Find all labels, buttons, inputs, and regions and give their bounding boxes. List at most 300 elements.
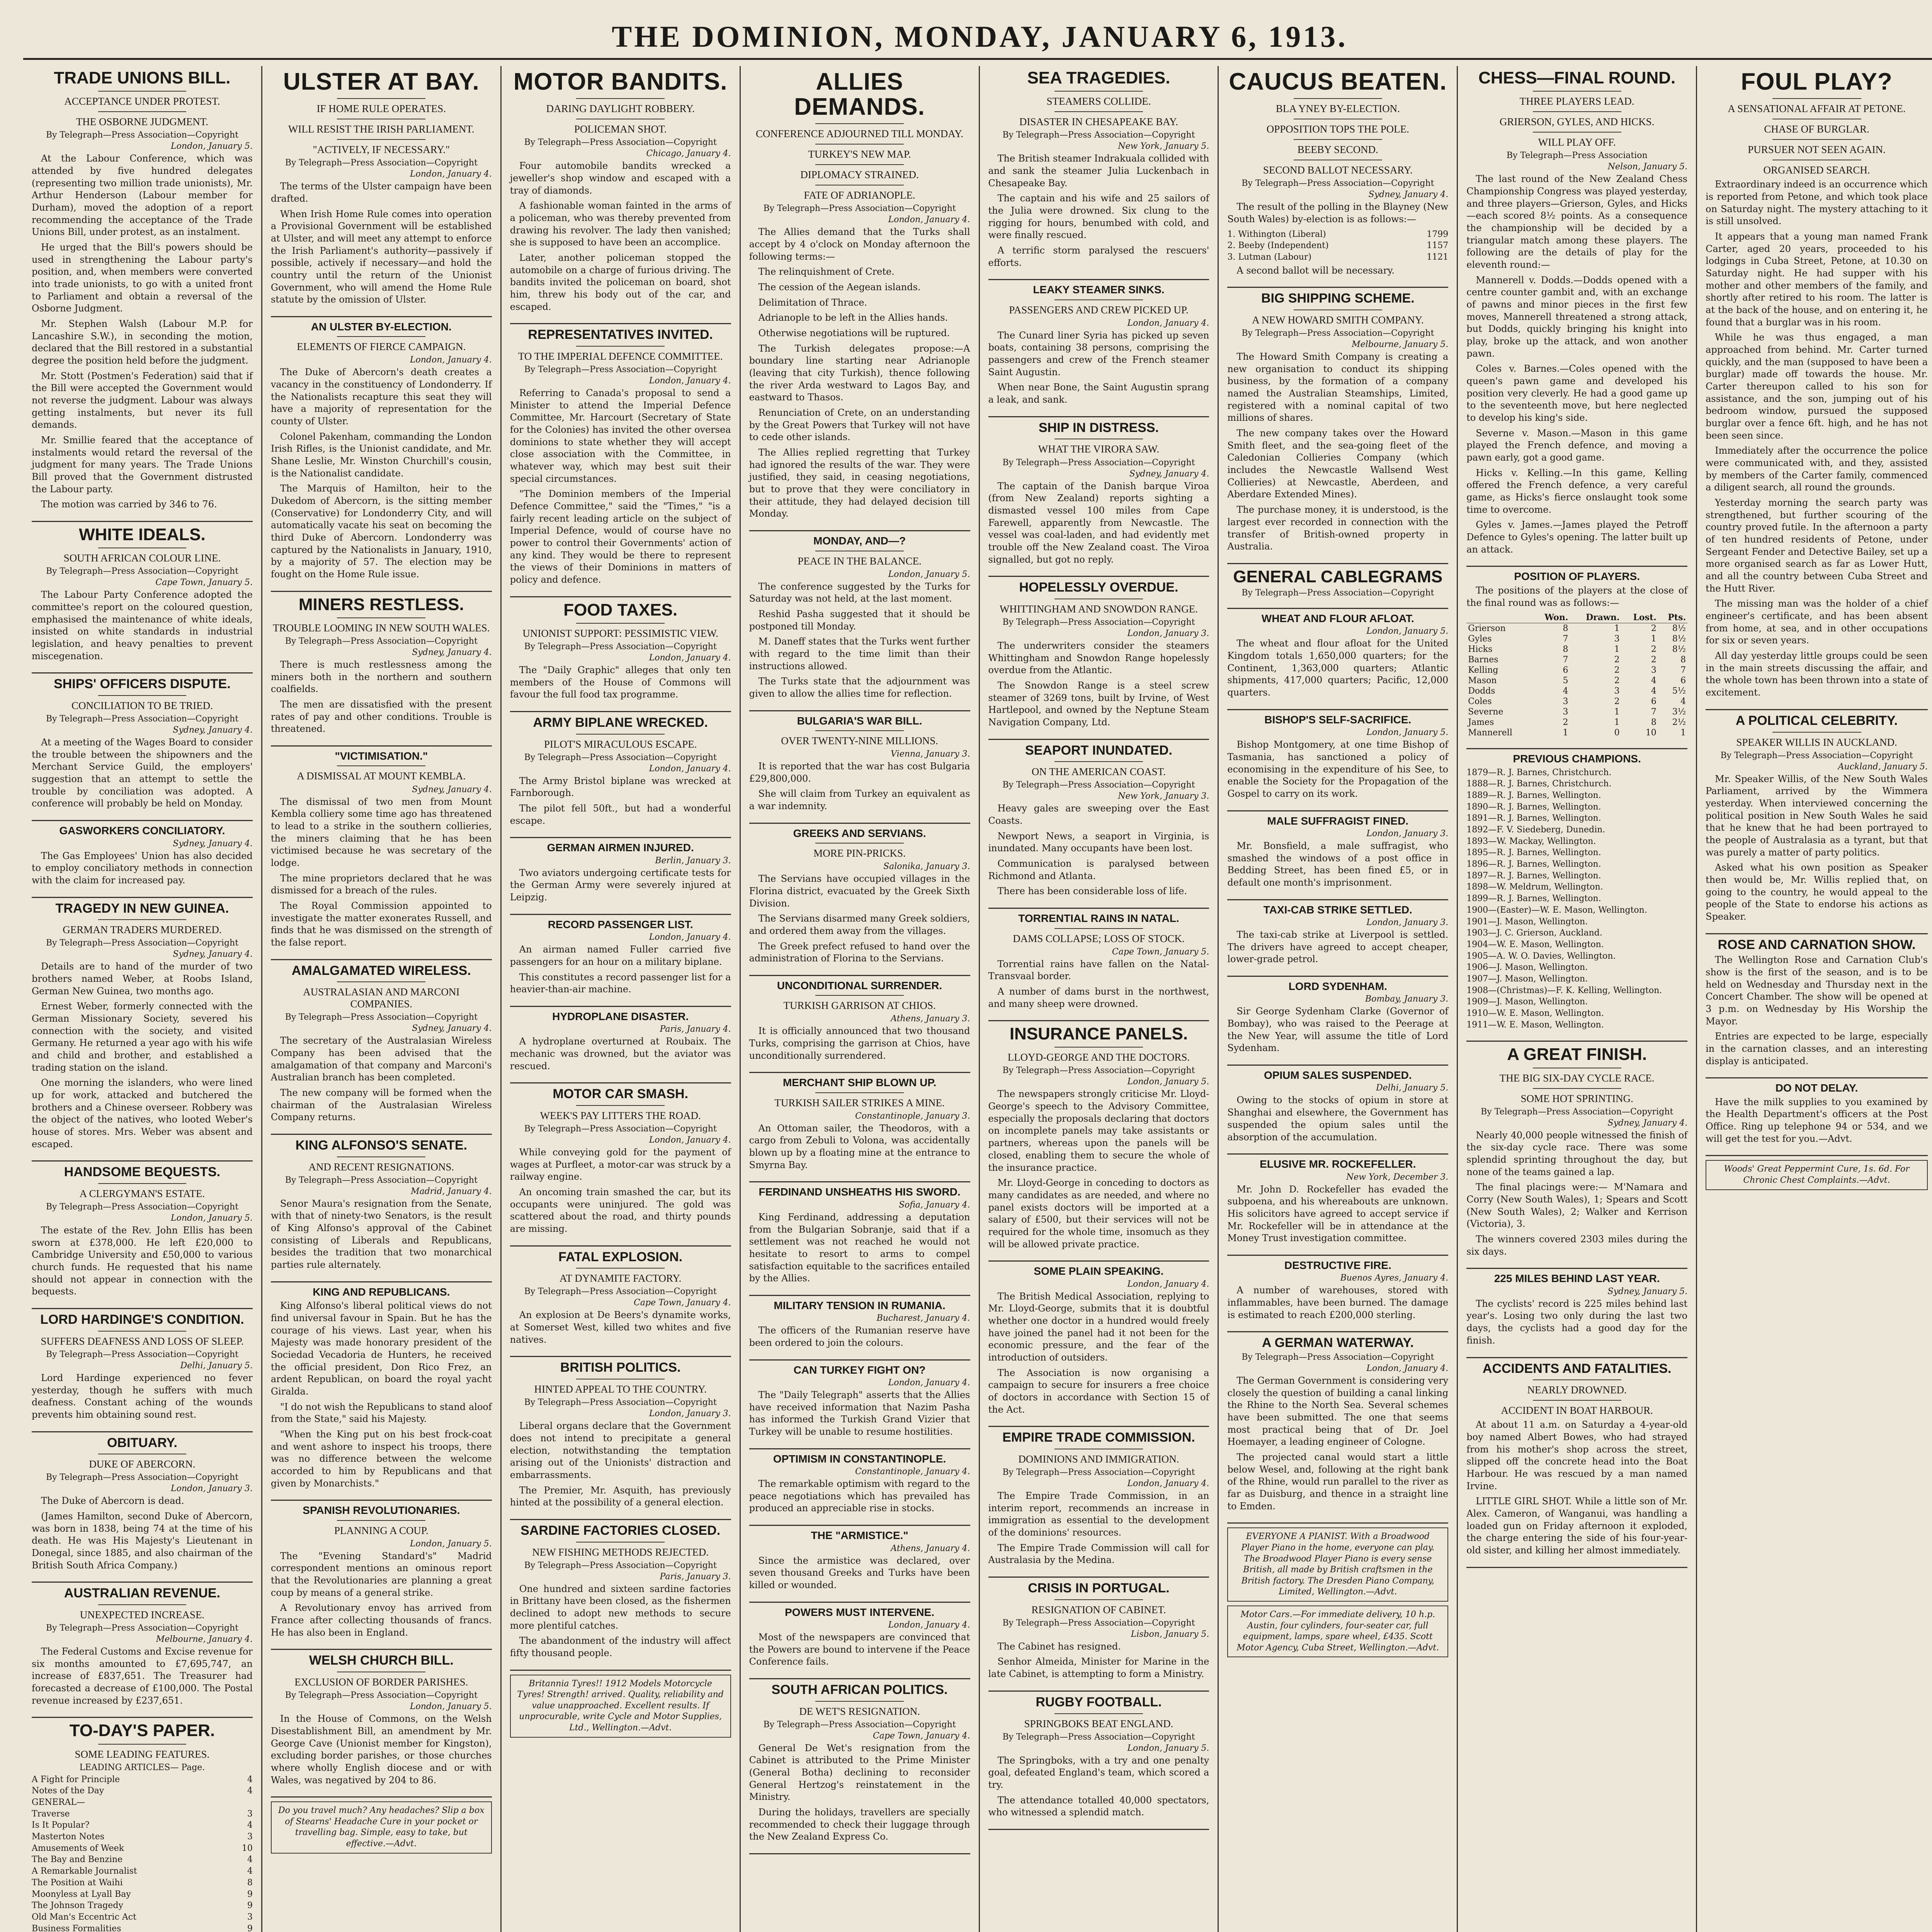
column-divider xyxy=(749,1678,970,1679)
headline: LEAKY STEAMER SINKS. xyxy=(1033,284,1165,296)
subheadline: SOME HOT SPRINTING. xyxy=(1520,1092,1633,1104)
paragraph: The estate of the Rev. John Ellis has been sworn at £378,000. He left £20,000 to Cambridge University and £50,000 to various church funds. He requested that his name should not appear in connection with the bequests. xyxy=(32,1225,253,1297)
table-cell: 1 xyxy=(1614,645,1620,655)
headline: HOPELESSLY OVERDUE. xyxy=(1019,580,1179,595)
place-date: London, January 4. xyxy=(888,1620,970,1630)
subheadline: DUKE OF ABERCORN. xyxy=(89,1458,196,1470)
paragraph: The Turkish delegates propose:—A boundary line starting near Adrianople (leaving that city Turkish), thence following the river Arda westward to Lagos Bay, and eastward to Thasos. xyxy=(749,343,970,403)
paragraph: There is much restlessness among the miners both in the northern and southern coalfields. xyxy=(270,659,492,695)
headline: PREVIOUS CHAMPIONS. xyxy=(1513,753,1641,765)
paragraph: A number of dams burst in the northwest, and many sheep were drowned. xyxy=(988,986,1209,1009)
headline: UNCONDITIONAL SURRENDER. xyxy=(777,979,942,992)
paragraph: The purchase money, it is understood, is the largest ever recorded in connection with the transfer of British-owned property in Australia. xyxy=(1227,504,1449,552)
paragraph: The newspapers strongly criticise Mr. Lloyd-George's speech to the Advisory Committee, especially the proposals declaring that doctors on incomplete panels may take assistants or partners, whereas upon the panels will be closed, enabling them to secure the whole of the insurance practice. xyxy=(988,1088,1209,1173)
paragraph: "The Dominion members of the Imperial Defence Committee," said the "Times," "is a fairly recent leading article on the subject of Imperial Defence, would of course have no power to control their Governments' action of any kind. They would be there to represent the views of their Dominions in matters of policy and defence. xyxy=(510,488,731,585)
column-divider xyxy=(749,530,970,531)
table-cell: Dodds xyxy=(1468,686,1495,696)
table-row xyxy=(1466,634,1687,644)
article xyxy=(1706,938,1928,1068)
column-divider xyxy=(1227,1255,1448,1256)
place-date: Sydney, January 4. xyxy=(173,838,253,849)
place-date: Sydney, January 4. xyxy=(173,725,253,735)
column-divider xyxy=(1227,563,1448,564)
subheadline: TROUBLE LOOMING IN NEW SOUTH WALES. xyxy=(273,622,490,634)
index-label: Moonyless at Lyall Bay xyxy=(32,1889,131,1899)
column-divider xyxy=(271,959,492,960)
column-divider xyxy=(271,1134,492,1135)
paragraph: The Turks state that the adjournment was given to allow the allies time for reflection. xyxy=(749,676,970,699)
headline: "VICTIMISATION." xyxy=(335,750,428,762)
table-cell: 7 xyxy=(1563,634,1568,644)
subheadline: SUFFERS DEAFNESS AND LOSS OF SLEEP. xyxy=(41,1335,244,1347)
place-date: Sydney, January 5. xyxy=(1607,1286,1688,1296)
headline: ULSTER AT BAY. xyxy=(283,68,480,95)
divider xyxy=(576,1105,665,1106)
subheadline: BLA YNEY BY-ELECTION. xyxy=(1276,103,1400,115)
column-divider xyxy=(510,914,731,915)
headline: 225 MILES BEHIND LAST YEAR. xyxy=(1494,1272,1660,1285)
paragraph: General De Wet's resignation from the Cabinet is attributed to the Prime Minister (General Botha) declining to reconsider General Hertzog's reinstatement in the Ministry. xyxy=(749,1742,970,1803)
table-row xyxy=(1466,665,1687,675)
column-divider xyxy=(1466,1357,1687,1358)
column-divider xyxy=(32,1160,253,1162)
dateline: By Telegraph—Press Association—Copyright xyxy=(46,938,239,948)
table-cell: 6 xyxy=(1563,665,1568,675)
paragraph: The German Government is considering very closely the question of building a canal linking the Rhine to the North Sea. Several schemes have been submitted. The one that seems most practical being that of Dr. Joel Hoemayer, a leading engineer of Cologne. xyxy=(1227,1375,1449,1447)
paragraph: It is officially announced that two thousand Turks, comprising the garrison at Chios, have unconditionally surrendered. xyxy=(749,1026,970,1061)
paragraph: Mr. Speaker Willis, of the New South Wales Parliament, arrived by the Wimmera yesterday. When interviewed concerning the political position in New South Wales he said that he knew that he had been portrayed to the people of Australasia as a tyrant, but that was purely a matter of party politics. xyxy=(1706,773,1928,858)
paragraph: (James Hamilton, second Duke of Abercorn, was born in 1838, being 74 at the time of his death. He was His Majesty's Lieutenant in Donegal, since 1885, and also chairman of the British South Africa Company.) xyxy=(32,1510,253,1571)
divider xyxy=(576,623,665,624)
paragraph: The wheat and flour afloat for the United Kingdom totals 1,650,000 quarters; for the Continent, 1,363,000 quarters; Atlantic shipments, 417,000 quarters; Pacific, 12,000 quarters. xyxy=(1227,638,1449,698)
paragraph: Extraordinary indeed is an occurrence which is reported from Petone, and which took place on Saturday night. The mystery attaching to it is still unsolved. xyxy=(1706,179,1928,227)
article xyxy=(988,1265,1209,1416)
headline: TO-DAY'S PAPER. xyxy=(69,1721,215,1740)
paragraph: The Federal Customs and Excise revenue for six months amounted to £7,695,747, an increase of £837,651. The Treasurer had forecasted a decrease of £100,000. The Postal revenue increased by £237,651. xyxy=(32,1646,253,1706)
paragraph: A number of warehouses, stored with inflammables, have been burned. The damage is estimated to reach £200,000 sterling. xyxy=(1227,1285,1449,1320)
place-date: Cape Town, January 4. xyxy=(634,1298,731,1308)
table-row xyxy=(1466,623,1687,634)
list-item: 1906—J. Mason, Wellington. xyxy=(1466,963,1588,973)
table-cell: 2 xyxy=(1614,655,1620,665)
place-date: London, January 4. xyxy=(649,376,731,386)
headline: CHESS—FINAL ROUND. xyxy=(1478,68,1676,87)
table-cell: 1 xyxy=(1680,728,1686,738)
column xyxy=(23,66,262,1932)
article xyxy=(32,1587,253,1707)
divider xyxy=(337,1156,425,1157)
headline: ARMY BIPLANE WRECKED. xyxy=(533,715,708,730)
table-cell: 4 xyxy=(1651,676,1656,686)
column-divider xyxy=(749,975,970,976)
paragraph: There has been considerable loss of life. xyxy=(997,886,1187,897)
dateline: By Telegraph—Press Association—Copyright xyxy=(524,752,717,762)
article xyxy=(749,1364,970,1438)
table-cell: 8 xyxy=(1651,718,1656,728)
index-label: A Fight for Principle xyxy=(32,1774,120,1784)
headline: TAXI-CAB STRIKE SETTLED. xyxy=(1263,903,1412,916)
place-date: Lisbon, January 5. xyxy=(1131,1629,1209,1639)
subheadline: HINTED APPEAL TO THE COUNTRY. xyxy=(534,1383,707,1395)
paragraph: The new company will be formed when the chairman of the Australasian Wireless Company returns. xyxy=(270,1087,492,1123)
subheadline: CHASE OF BURGLAR. xyxy=(1764,123,1869,135)
dateline: By Telegraph—Press Association—Copyright xyxy=(285,158,478,168)
subheadline: ACCIDENT IN BOAT HARBOUR. xyxy=(1501,1405,1653,1417)
headline: RUGBY FOOTBALL. xyxy=(1036,1694,1162,1709)
paragraph: The projected canal would start a little below Wesel, and, following at the right bank of the Rhine, would run parallel to the river as far as Duisburg, and thence in a straight line to Emden. xyxy=(1227,1452,1449,1512)
article xyxy=(271,69,492,306)
headline: OBITUARY. xyxy=(107,1435,177,1450)
article xyxy=(1706,69,1928,699)
headline: CAUCUS BEATEN. xyxy=(1229,68,1447,95)
list-item: 1907—J. Mason, Wellington. xyxy=(1466,974,1588,984)
headline: AMALGAMATED WIRELESS. xyxy=(291,963,471,978)
column-header xyxy=(1466,612,1532,623)
dateline: By Telegraph—Press Association—Copyright xyxy=(1242,1352,1434,1362)
paragraph: The cyclists' record is 225 miles behind last year's. Losing two only during the last two days, the cyclists had a good day for the finish. xyxy=(1466,1298,1688,1346)
paragraph: The Allies demand that the Turks shall accept by 4 o'clock on Monday afternoon the following terms:— xyxy=(749,226,970,262)
subheadline: A CLERGYMAN'S ESTATE. xyxy=(79,1188,205,1200)
divider xyxy=(576,734,665,735)
article xyxy=(988,1696,1209,1819)
subheadline: NEW FISHING METHODS REJECTED. xyxy=(532,1546,709,1558)
paragraph: She will claim from Turkey an equivalent as a war indemnity. xyxy=(749,788,970,812)
dateline: By Telegraph—Press Association—Copyright xyxy=(46,566,239,577)
paragraph: Yesterday morning the search party was strengthened, but further scouring of the country proved futile. In the afternoon a party of ten hundred residents of Petone, under Sergeant Fender and Detective Bailey, set up a more organised search as far as Lower Hutt, and all the country between Cuba Street and the Hutt River. xyxy=(1706,497,1928,594)
headline: TRADE UNIONS BILL. xyxy=(54,68,231,87)
index-page: 3 xyxy=(247,1832,253,1842)
table-cell: 8½ xyxy=(1672,634,1686,644)
divider xyxy=(98,919,187,920)
paragraph: Most of the newspapers are convinced that the Powers are bound to intervene if the Peace Conference fails. xyxy=(749,1631,970,1667)
table-row xyxy=(1466,707,1687,717)
list-item: 1911—W. E. Mason, Wellington. xyxy=(1466,1020,1604,1030)
column-divider xyxy=(749,1853,970,1854)
paragraph: The Empire Trade Commission, in an interim report, recommends an increase in immigration as essential to the development of the dominions' resources. xyxy=(988,1490,1209,1538)
paragraph: All day yesterday little groups could be seen in the main streets discussing the affair, and the whole town has been thrown into a state of excitement. xyxy=(1706,650,1928,698)
headline: SOUTH AFRICAN POLITICS. xyxy=(771,1682,948,1697)
paragraph: Mr. John D. Rockefeller has evaded the subpoena, and his whereabouts are unknown. His solicitors have agreed to accept service if Mr. Rockefeller will be in attendance at the Money Trust investigation committee. xyxy=(1227,1184,1449,1244)
divider xyxy=(576,1268,665,1269)
table-cell: Kelling xyxy=(1468,665,1498,675)
column-divider xyxy=(271,316,492,317)
dateline: By Telegraph—Press Association—Copyright xyxy=(285,1690,478,1701)
headline: FERDINAND UNSHEATHS HIS SWORD. xyxy=(759,1186,961,1198)
masthead xyxy=(23,15,1932,60)
headline: KING ALFONSO'S SENATE. xyxy=(295,1138,468,1153)
column-divider xyxy=(32,820,253,821)
column-divider xyxy=(510,1670,731,1671)
paragraph: The Cabinet has resigned. xyxy=(997,1641,1121,1652)
place-date: New York, January 3. xyxy=(1118,791,1209,801)
headline: MILITARY TENSION IN RUMANIA. xyxy=(774,1299,946,1311)
headline: AUSTRALIAN REVENUE. xyxy=(64,1586,221,1601)
article xyxy=(988,913,1209,1010)
place-date: London, January 5. xyxy=(1366,626,1449,636)
headline: RECORD PASSENGER LIST. xyxy=(548,918,693,930)
paragraph: The relinquishment of Crete. xyxy=(758,266,895,277)
article xyxy=(1227,613,1448,699)
columns xyxy=(23,66,1932,1932)
list-item: 1879—R. J. Barnes, Christchurch. xyxy=(1466,767,1612,777)
paragraph: Severne v. Mason.—Mason in this game played the French defence, and moving a pawn early, got a good game. xyxy=(1466,427,1688,463)
list-item: 1909—J. Mason, Wellington. xyxy=(1466,997,1588,1007)
paragraph: Heavy gales are sweeping over the East Coasts. xyxy=(988,803,1209,827)
paragraph: At the Labour Conference, which was attended by five hundred delegates (representing two million trade unionists), Mr. Arthur Henderson (Labour member for Durham), moved the adoption of a report recommending the acceptance of the Trade Unions Bill, under protest, as an instalment. xyxy=(32,153,253,238)
index-page: 4 xyxy=(247,1820,253,1830)
paragraph: The cession of the Aegean islands. xyxy=(758,282,921,293)
place-date: Bucharest, January 4. xyxy=(876,1313,970,1323)
subheadline: PURSUER NOT SEEN AGAIN. xyxy=(1748,144,1886,156)
dateline: By Telegraph—Press Association—Copyright xyxy=(285,1012,478,1022)
list-item: 1900—(Easter)—W. E. Mason, Wellington. xyxy=(1466,905,1647,915)
table-header-row xyxy=(1466,612,1687,623)
index-page: 3 xyxy=(247,1809,253,1819)
headline: ACCIDENTS AND FATALITIES. xyxy=(1482,1361,1672,1376)
column-divider xyxy=(1227,810,1448,811)
paragraph: The captain and his wife and 25 sailors of the Julia were drowned. Six clung to the rigging for hours, benumbed with cold, and were finally rescued. xyxy=(988,193,1209,241)
column-divider xyxy=(510,1245,731,1247)
index-page: 4 xyxy=(247,1774,253,1784)
dateline: By Telegraph—Press Association—Copyright xyxy=(1242,328,1434,338)
index-row xyxy=(32,1774,253,1786)
article xyxy=(749,1300,970,1349)
divider xyxy=(1533,1379,1621,1380)
place-date: Sydney, January 4. xyxy=(412,648,492,658)
index-row xyxy=(32,1866,253,1877)
paragraph: Senor Maura's resignation from the Senate, with that of ninety-two Senators, is the result of King Alfonso's approval of the Cabinet consisting of Liberals and Republicans, besides the tradition that two monarchical parties rule alternately. xyxy=(270,1198,492,1270)
table-row xyxy=(1466,717,1687,728)
place-date: London, January 3. xyxy=(1366,828,1449,838)
article xyxy=(749,715,970,813)
place-date: London, January 5. xyxy=(410,1702,492,1712)
paragraph: Four automobile bandits wrecked a jeweller's shop window and escaped with a tray of diamonds. xyxy=(510,160,731,196)
divider xyxy=(815,1701,904,1702)
divider xyxy=(1772,732,1861,733)
subheadline: UNIONIST SUPPORT: PESSIMISTIC VIEW. xyxy=(522,627,718,639)
article xyxy=(749,1186,970,1284)
table-cell: 2 xyxy=(1651,624,1656,634)
article xyxy=(271,750,492,949)
place-date: London, January 4. xyxy=(649,1135,731,1145)
headline: SHIP IN DISTRESS. xyxy=(1038,420,1159,435)
dateline: By Telegraph—Press Association—Copyright xyxy=(763,204,956,214)
table-cell: 3 xyxy=(1563,707,1568,717)
subheadline: ON THE AMERICAN COAST. xyxy=(1031,766,1166,778)
place-date: London, January 5. xyxy=(171,141,253,151)
table-cell: 8 xyxy=(1680,655,1686,665)
paragraph: Later, another policeman stopped the automobile on a charge of furious driving. The bandits invited the policeman on board, shot him, threw his body out of the car, and escaped. xyxy=(510,252,731,312)
paragraph: At a meeting of the Wages Board to consider the trouble between the shipowners and the Merchant Service Guild, the employers' suggestion that an attempt to settle the trouble by conciliation was adopted. A conference will probably be held on Monday. xyxy=(32,737,253,809)
paragraph: The pilot fell 50ft., but had a wonderful escape. xyxy=(510,803,731,826)
subheadline: WEEK'S PAY LITTERS THE ROAD. xyxy=(540,1109,701,1121)
place-date: Constantinople, January 4. xyxy=(855,1467,970,1477)
article xyxy=(1227,1260,1448,1321)
subheadline: TURKISH GARRISON AT CHIOS. xyxy=(783,1000,936,1012)
column-divider xyxy=(1706,1155,1928,1156)
article xyxy=(988,1025,1209,1250)
subheadline: WHAT THE VIRORA SAW. xyxy=(1038,443,1160,455)
headline: OPIUM SALES SUSPENDED. xyxy=(1264,1069,1412,1082)
paragraph: A hydroplane overturned at Roubaix. The mechanic was drowned, but the aviator was rescued. xyxy=(510,1036,731,1071)
table-cell: Mason xyxy=(1468,676,1497,686)
column-divider xyxy=(32,521,253,522)
paragraph: Torrential rains have fallen on the Natal-Transvaal border. xyxy=(988,958,1209,982)
column-divider xyxy=(271,1649,492,1650)
table-cell: 1 xyxy=(1563,728,1568,738)
paragraph: The Servians have occupied villages in the Florina district, evacuated by the Greek Sixth Division. xyxy=(749,873,970,909)
column xyxy=(1219,66,1458,1932)
index-label: Traverse xyxy=(32,1809,70,1819)
article xyxy=(1227,815,1448,889)
index-label: Masterton Notes xyxy=(32,1832,105,1842)
article xyxy=(32,1165,253,1298)
article xyxy=(1466,1362,1687,1557)
paragraph: The Howard Smith Company is creating a new organisation to conduct its shipping business, by the formation of a company named the Australian Steamships, Limited, registered with a nominal capital of two millions of shares. xyxy=(1227,351,1449,423)
place-date: Chicago, January 4. xyxy=(646,149,731,159)
paragraph: Owing to the stocks of opium in store at Shanghai and elsewhere, the Government has suspended the opium sales until the absorption of the accumulation. xyxy=(1227,1095,1449,1143)
paragraph: Communication is paralysed between Richmond and Atlanta. xyxy=(988,858,1209,881)
index-page: 3 xyxy=(247,1912,253,1922)
paragraph: It appears that a young man named Frank Carter, aged 20 years, proceeded to his lodgings in Cuba Street, Petone, at 10.30 on Saturday night. He had supper with his mother and other members of the family, and shortly after retired to his room. The latter is at the back of the house, and on entering it, he found that a burglar was in his room. xyxy=(1706,231,1928,328)
subheadline: AUSTRALASIAN AND MARCONI COMPANIES. xyxy=(303,986,460,1010)
place-date: Cape Town, January 5. xyxy=(1112,947,1209,957)
table-cell: 3½ xyxy=(1672,707,1686,717)
place-date: Delhi, January 5. xyxy=(180,1361,253,1371)
paragraph: The positions of the players at the close of the final round was as follows:— xyxy=(1466,585,1688,608)
table-cell: 4 xyxy=(1680,697,1686,707)
column-divider xyxy=(271,591,492,592)
headline: MERCHANT SHIP BLOWN UP. xyxy=(782,1077,937,1089)
place-date: Sydney, January 4. xyxy=(1129,469,1209,479)
headline: BIG SHIPPING SCHEME. xyxy=(1261,291,1415,306)
divider xyxy=(815,164,904,165)
paragraph: The dismissal of two men from Mount Kembla colliery some time ago has threatened to lead to a strike in the southern collieries, the miners claiming that he has been victimised because he was secretary of the lodge. xyxy=(270,796,492,868)
divider xyxy=(1054,91,1143,92)
paragraph: The Duke of Abercorn's death creates a vacancy in the constituency of Londonderry. If the Nationalists recapture this seat they will have a majority of representation for the county of Ulster. xyxy=(270,367,492,427)
index-row xyxy=(32,1900,253,1912)
headline: FOUL PLAY? xyxy=(1741,68,1893,95)
subheadline: IF HOME RULE OPERATES. xyxy=(316,103,446,115)
paragraph: Otherwise negotiations will be ruptured. xyxy=(758,328,950,339)
column-divider xyxy=(988,739,1209,740)
subheadline: FATE OF ADRIANOPLE. xyxy=(804,189,915,201)
place-date: New York, December 3. xyxy=(1346,1172,1449,1182)
article xyxy=(510,69,731,313)
table-cell: 6 xyxy=(1680,676,1686,686)
place-date: London, January 4. xyxy=(649,932,731,942)
subheadline: RESIGNATION OF CABINET. xyxy=(1031,1604,1166,1616)
column-divider xyxy=(32,897,253,898)
list-item: 1892—F. V. Siedeberg, Dunedin. xyxy=(1466,825,1605,835)
divider xyxy=(337,981,425,982)
index-label: The Bay and Benzine xyxy=(32,1855,123,1865)
place-date: London, January 4. xyxy=(1366,1364,1449,1374)
paragraph: Mannerell v. Dodds.—Dodds opened with a centre counter gambit and, with an exchange of pawns and minor pieces in the first few moves, Mannerell threatened a strong attack, but Dodds, quickly bringing his knight into play, broke up the attack, and won another pawn. xyxy=(1466,274,1688,359)
article xyxy=(32,1722,253,1932)
paragraph: The motion was carried by 346 to 76. xyxy=(41,499,217,510)
headline: GERMAN AIRMEN INJURED. xyxy=(547,842,694,854)
divider xyxy=(1533,1088,1621,1089)
dateline: By Telegraph—Press Association—Copyright xyxy=(285,1175,478,1185)
paragraph: A second ballot will be necessary. xyxy=(1236,265,1395,276)
paragraph: King Ferdinand, addressing a deputation from the Bulgarian Sobranje, said that if a settlement was not reached he would not hesitate to resort to arms to compel satisfaction equitable to the sacrifices entailed by the Allies. xyxy=(749,1211,970,1284)
table-cell: 2 xyxy=(1614,676,1620,686)
subheadline: AT DYNAMITE FACTORY. xyxy=(560,1272,682,1284)
paragraph: Two aviators undergoing certificate tests for the German Army were severely injured at Leipzig. xyxy=(510,867,731,903)
headline: LORD HARDINGE'S CONDITION. xyxy=(40,1312,244,1327)
paragraph: Ernest Weber, formerly connected with the German Missionary Society, severed his connection with the society, and visited Germany. He returned a year ago with his wife and child and brother, and established a trading station on the island. xyxy=(32,1001,253,1073)
place-date: Sydney, January 4. xyxy=(1607,1118,1688,1128)
paragraph: The Premier, Mr. Asquith, has previously hinted at the possibility of a general election. xyxy=(510,1485,731,1508)
table-cell: 5 xyxy=(1563,676,1568,686)
index-page: 4 xyxy=(247,1855,253,1865)
column-divider xyxy=(1706,933,1928,934)
place-date: Cape Town, January 4. xyxy=(872,1731,970,1741)
column-divider xyxy=(510,1082,731,1083)
divider xyxy=(1294,139,1382,140)
paragraph: Entries are expected to be large, especially in the carnation classes, and an interesting display is anticipated. xyxy=(1706,1031,1928,1066)
column-divider xyxy=(271,1796,492,1798)
article xyxy=(1466,1273,1687,1347)
divider xyxy=(337,765,425,766)
divider xyxy=(1054,111,1143,112)
place-date: Sydney, January 4. xyxy=(173,949,253,959)
divider xyxy=(337,336,425,337)
divider xyxy=(1054,299,1143,300)
headline: THE "ARMISTICE." xyxy=(811,1529,908,1542)
column-divider xyxy=(1227,1522,1448,1524)
subheadline: OPPOSITION TOPS THE POLE. xyxy=(1266,123,1409,135)
headline: SPANISH REVOLUTIONARIES. xyxy=(303,1504,460,1517)
article xyxy=(1227,1070,1448,1143)
divider xyxy=(98,1744,187,1745)
column-divider xyxy=(1227,1153,1448,1155)
list-item: 1897—R. J. Barnes, Wellington. xyxy=(1466,871,1601,881)
table-row xyxy=(1466,696,1687,707)
column-divider xyxy=(1227,709,1448,710)
place-date: Melbourne, January 4. xyxy=(156,1634,253,1645)
subheadline: "ACTIVELY, IF NECESSARY." xyxy=(313,144,450,156)
column-header: Won. xyxy=(1532,612,1570,623)
column-divider xyxy=(510,596,731,597)
paragraph: Since the armistice was declared, over seven thousand Greeks and Turks have been killed or wounded. xyxy=(749,1555,970,1590)
headline: SEAPORT INUNDATED. xyxy=(1025,743,1172,758)
place-date: Auckland, January 5. xyxy=(1838,762,1928,772)
headline: MONDAY, AND—? xyxy=(813,535,906,547)
table-cell: 8½ xyxy=(1672,624,1686,634)
subheadline: DAMS COLLAPSE; LOSS OF STOCK. xyxy=(1013,932,1185,944)
subheadline: THE BIG SIX-DAY CYCLE RACE. xyxy=(1499,1072,1655,1084)
paragraph: An Ottoman sailer, the Theodoros, with a cargo from Zebuli to Volona, was accidentally blown up by a floating mine at the entrance to Smyrna Bay. xyxy=(749,1122,970,1170)
dateline: By Telegraph—Press Association—Copyright xyxy=(1481,1107,1673,1117)
subheadline: ELEMENTS OF FIERCE CAMPAIGN. xyxy=(297,341,466,353)
column-divider xyxy=(1706,709,1928,710)
column-divider xyxy=(749,1181,970,1182)
paragraph: The remarkable optimism with regard to the peace negotiations which has prevailed has produced an appreciable rise in stocks. xyxy=(749,1478,970,1514)
column-divider xyxy=(749,1295,970,1296)
paragraph: The Allies replied regretting that Turkey had ignored the results of the war. They were justified, they said, in ceasing negotiations, but to prove that they were conciliatory in their attitude, they had delayed decision till Monday. xyxy=(749,447,970,519)
place-date: Nelson, January 5. xyxy=(1607,162,1688,172)
headline: EMPIRE TRADE COMMISSION. xyxy=(1002,1430,1195,1445)
place-date: Sydney, January 4. xyxy=(412,1024,492,1034)
table-cell: 8 xyxy=(1563,645,1568,655)
dateline: By Telegraph—Press Association—Copyright xyxy=(46,1473,239,1483)
place-date: London, January 4. xyxy=(649,764,731,774)
paragraph: M. Daneff states that the Turks went further with regard to the time limit than their instructions allowed. xyxy=(749,636,970,672)
subheadline: WHITTINGHAM AND SNOWDON RANGE. xyxy=(999,603,1198,615)
results-list xyxy=(1227,229,1448,263)
